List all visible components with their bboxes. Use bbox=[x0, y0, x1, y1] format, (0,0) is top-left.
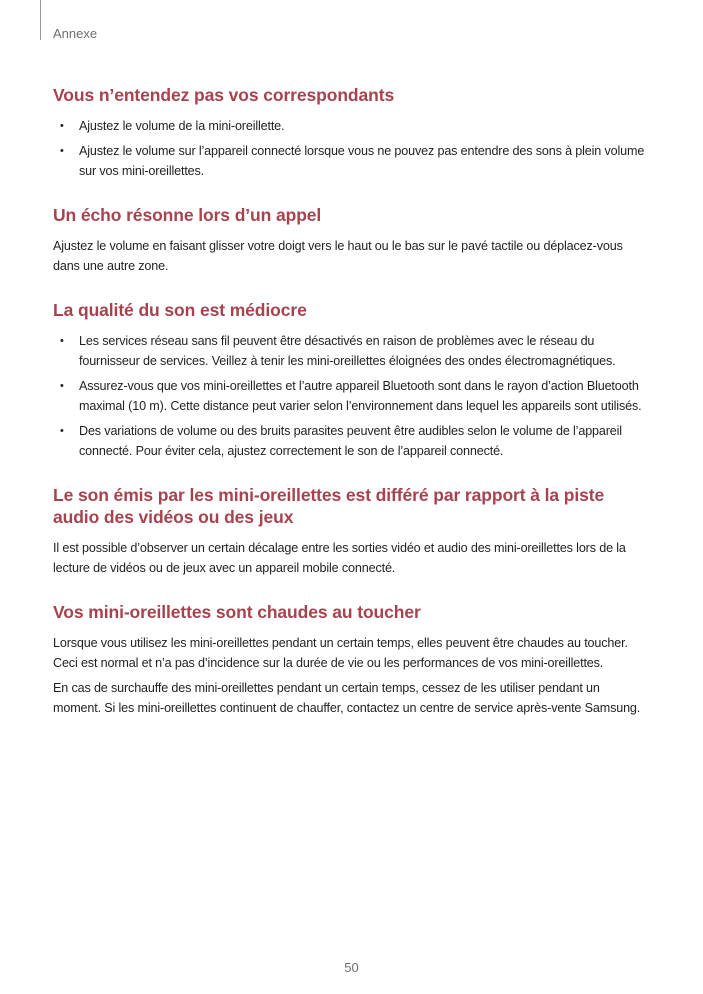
paragraph: Ajustez le volume en faisant glisser votre doigt vers le haut ou le bas sur le pavé tactile ou déplacez-vous dans une autre zone. bbox=[53, 238, 623, 273]
list-item bbox=[53, 331, 649, 372]
header-section-label: Annexe bbox=[53, 26, 98, 41]
margin-rule bbox=[40, 0, 41, 40]
bullet-icon: • bbox=[60, 144, 64, 157]
page-number: 50 bbox=[344, 960, 359, 975]
section-warm-earbuds bbox=[53, 601, 649, 719]
section-poor-quality bbox=[53, 299, 649, 462]
list-item-text: Assurez-vous que vos mini-oreillettes et l’autre appareil Bluetooth sont dans le rayon d’action Bluetooth maximal (10 m). Cette distance peut varier selon l’environnement dans lequel les appareils sont utilisés. bbox=[79, 378, 642, 413]
bullet-icon: • bbox=[60, 120, 64, 132]
paragraph: En cas de surchauffe des mini-oreillettes pendant un certain temps, cessez de les utiliser pendant un moment. Si les mini-oreillettes continuent de chauffer, contactez un centre de service après-vente Samsung. bbox=[53, 680, 641, 715]
document-body bbox=[53, 84, 649, 741]
list-item-text: Les services réseau sans fil peuvent être désactivés en raison de problèmes avec le réseau du fournisseur de services. Veillez à tenir les mini-oreillettes éloignées des ondes électromagnétiques. bbox=[79, 333, 616, 368]
bullet-icon: • bbox=[60, 424, 64, 437]
list-item bbox=[53, 116, 649, 137]
list-item bbox=[53, 421, 649, 462]
paragraph: Lorsque vous utilisez les mini-oreillettes pendant un certain temps, elles peuvent être chaudes au toucher. Ceci est normal et n’a pas d’incidence sur la durée de vie ou les performances de vos mini-oreillettes. bbox=[53, 635, 628, 670]
list-item bbox=[53, 141, 649, 182]
paragraph: Il est possible d’observer un certain décalage entre les sorties vidéo et audio des mini-oreillettes lors de la lecture de vidéos ou de jeux avec un appareil mobile connecté. bbox=[53, 540, 626, 575]
section-title: Vos mini-oreillettes sont chaudes au toucher bbox=[53, 601, 421, 622]
section-title: La qualité du son est médiocre bbox=[53, 299, 307, 320]
section-audio-delay bbox=[53, 484, 649, 579]
section-echo bbox=[53, 204, 649, 277]
section-title: Vous n’entendez pas vos correspondants bbox=[53, 85, 395, 105]
bullet-icon: • bbox=[60, 379, 64, 392]
bullet-list bbox=[53, 331, 649, 462]
section-no-hearing bbox=[53, 84, 649, 182]
bullet-list bbox=[53, 116, 649, 182]
list-item-text: Ajustez le volume sur l’appareil connecté lorsque vous ne pouvez pas entendre des sons à plein volume sur vos mini-oreillettes. bbox=[79, 143, 645, 178]
list-item-text: Ajustez le volume de la mini-oreillette. bbox=[79, 119, 285, 133]
list-item-text: Des variations de volume ou des bruits parasites peuvent être audibles selon le volume de l’appareil connecté. Pour éviter cela, ajustez correctement le son de l’appareil connecté. bbox=[79, 423, 622, 458]
list-item bbox=[53, 376, 649, 417]
section-title: Un écho résonne lors d’un appel bbox=[53, 204, 322, 225]
section-title: Le son émis par les mini-oreillettes est différé par rapport à la piste audio des vidéos ou des jeux bbox=[53, 484, 605, 527]
bullet-icon: • bbox=[60, 334, 64, 347]
